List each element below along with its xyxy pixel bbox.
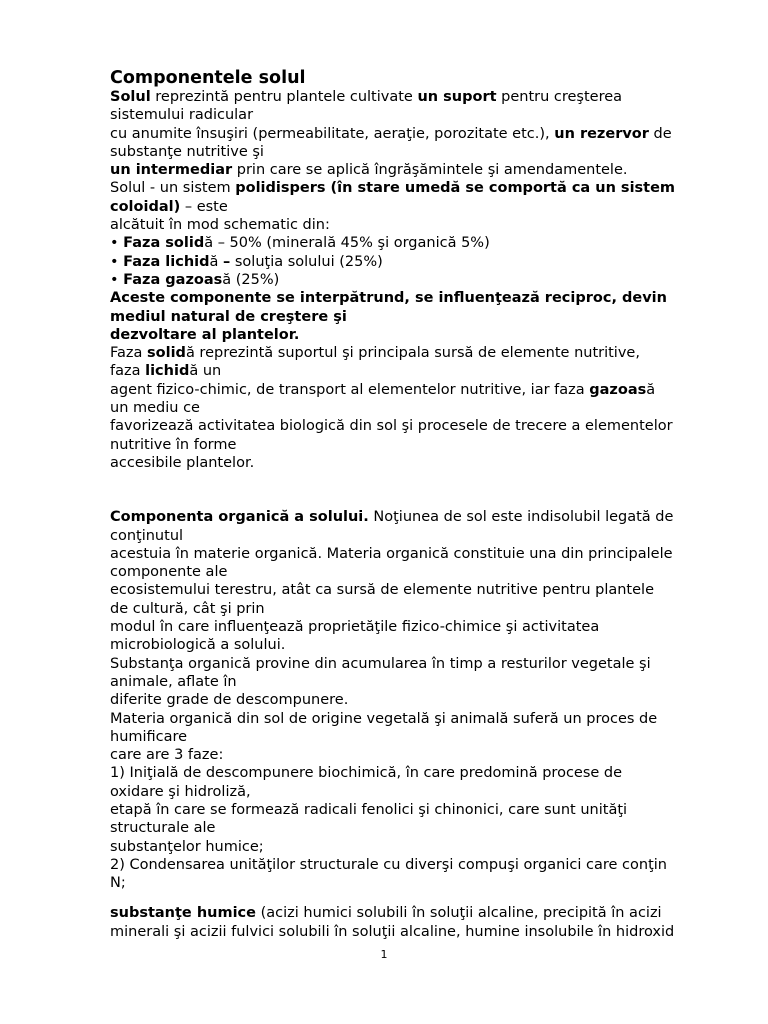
bullet-item-gas-phase bbox=[110, 271, 715, 289]
text-line: 1) Iniţială de descompunere biochimică, în care predomină procese de bbox=[110, 765, 623, 782]
section-heading-paragraph bbox=[110, 508, 715, 526]
text-run: ă (25%) bbox=[222, 271, 280, 288]
text-run: • bbox=[110, 253, 124, 270]
text-run: prin care se aplică îngrăşămintele şi amendamentele. bbox=[232, 162, 628, 179]
bold-text: un rezervor bbox=[554, 125, 649, 142]
text-line: modul în care influenţează proprietăţile fizico-chimice şi activitatea bbox=[110, 619, 600, 636]
bold-text: lichid bbox=[145, 363, 190, 380]
text-run: Noţiunea de sol este indisolubil legată de bbox=[368, 509, 674, 526]
text-line: ecosistemului terestru, atât ca sursă de elemente nutritive pentru plantele bbox=[110, 582, 654, 599]
paragraph bbox=[110, 88, 715, 106]
text-line: un mediu ce bbox=[110, 400, 200, 417]
text-line: minerali şi acizii fulvici solubili în soluţii alcaline, humine insolubile în hidroxid bbox=[110, 923, 675, 940]
bullet-item-solid-phase bbox=[110, 234, 715, 252]
text-line: N; bbox=[110, 875, 126, 892]
bold-statement: Aceste componente se interpătrund, se influenţează reciproc, devin bbox=[110, 290, 667, 307]
text-line: Substanţa organică provine din acumularea în timp a resturilor vegetale şi bbox=[110, 655, 651, 672]
text-run: faza bbox=[110, 363, 146, 380]
text-run: pentru creşterea bbox=[496, 89, 623, 105]
text-line: favorizează activitatea biologică din sol şi procesele de trecere a elementelor bbox=[110, 418, 673, 435]
text-run: ă bbox=[209, 253, 223, 270]
paragraph bbox=[110, 179, 715, 197]
text-run: soluţia solului (25%) bbox=[230, 253, 383, 270]
bold-text: gazoas bbox=[589, 381, 647, 398]
text-run: Faza bbox=[110, 345, 148, 362]
text-line: sistemului radicular bbox=[110, 107, 254, 124]
text-line: 2) Condensarea unităţilor structurale cu diverşi compuşi organici care conţin bbox=[110, 856, 667, 873]
text-run: ă bbox=[646, 381, 656, 398]
spacer bbox=[110, 892, 715, 904]
page-number: 1 bbox=[380, 948, 388, 961]
bold-text: Componenta organică a solului. bbox=[110, 509, 369, 526]
bold-statement: mediul natural de creştere şi bbox=[110, 308, 347, 325]
text-line: de cultură, cât şi prin bbox=[110, 600, 265, 617]
text-run: • bbox=[110, 235, 124, 252]
text-run: – este bbox=[180, 198, 228, 215]
spacer bbox=[110, 472, 715, 508]
bold-text: polidispers (în stare umedă se comportă ca un sistem bbox=[235, 180, 676, 197]
text-line: acestuia în materie organică. Materia organică constituie una din principalele bbox=[110, 545, 673, 562]
text-run: ă reprezintă suportul şi principala sursă de elemente nutritive, bbox=[185, 345, 640, 362]
text-line: alcătuit în mod schematic din: bbox=[110, 217, 330, 234]
text-line: etapă în care se formează radicali fenolici şi chinonici, care sunt unităţi bbox=[110, 801, 628, 818]
paragraph bbox=[110, 362, 715, 380]
bold-text: coloidal) bbox=[110, 198, 181, 215]
text-line: accesibile plantelor. bbox=[110, 454, 255, 471]
text-line: conţinutul bbox=[110, 527, 184, 544]
document-body bbox=[110, 68, 715, 941]
text-run: reprezintă pentru plantele cultivate bbox=[150, 89, 418, 105]
text-line: structurale ale bbox=[110, 820, 216, 837]
text-line: substanţe nutritive şi bbox=[110, 143, 264, 160]
text-run: ă un bbox=[189, 363, 222, 380]
bold-statement: dezvoltare al plantelor. bbox=[110, 326, 300, 343]
paragraph bbox=[110, 198, 715, 216]
text-run: de bbox=[648, 125, 672, 142]
paragraph bbox=[110, 381, 715, 399]
bold-text: un intermediar bbox=[110, 162, 233, 179]
paragraph bbox=[110, 161, 715, 179]
text-line: care are 3 faze: bbox=[110, 747, 224, 764]
bold-text: solid bbox=[147, 345, 186, 362]
text-run: ă – 50% (minerală 45% şi organică 5%) bbox=[204, 235, 490, 252]
bullet-item-liquid-phase bbox=[110, 253, 715, 271]
text-line: oxidare şi hidroliză, bbox=[110, 783, 251, 800]
bold-text: Faza lichid bbox=[123, 253, 210, 270]
text-run: agent fizico-chimic, de transport al elementelor nutritive, iar faza bbox=[110, 381, 590, 398]
text-run: Solul - un sistem bbox=[110, 180, 236, 197]
bold-text: Solul bbox=[110, 89, 151, 105]
text-line: substanţelor humice; bbox=[110, 838, 264, 855]
paragraph bbox=[110, 344, 715, 362]
text-line: nutritive în forme bbox=[110, 436, 237, 453]
page-title: Componentele solul bbox=[110, 68, 306, 88]
text-run: cu anumite însuşiri (permeabilitate, aeraţie, porozitate etc.), bbox=[110, 125, 555, 142]
text-run: • bbox=[110, 271, 124, 288]
text-line: humificare bbox=[110, 728, 188, 745]
bold-text: Faza solid bbox=[123, 235, 205, 252]
paragraph bbox=[110, 125, 715, 143]
text-line: diferite grade de descompunere. bbox=[110, 692, 349, 709]
text-line: animale, aflate în bbox=[110, 673, 237, 690]
text-line: componente ale bbox=[110, 564, 228, 581]
bold-text: un suport bbox=[417, 89, 497, 105]
bold-text: Faza gazoas bbox=[123, 271, 223, 288]
bold-text: – bbox=[223, 253, 231, 270]
text-run: (acizi humici solubili în soluţii alcaline, precipită în acizi bbox=[255, 905, 662, 922]
text-line: microbiologică a solului. bbox=[110, 637, 286, 654]
bold-text: substanţe humice bbox=[110, 905, 256, 922]
text-line: Materia organică din sol de origine vegetală şi animală suferă un proces de bbox=[110, 710, 658, 727]
paragraph bbox=[110, 904, 715, 922]
